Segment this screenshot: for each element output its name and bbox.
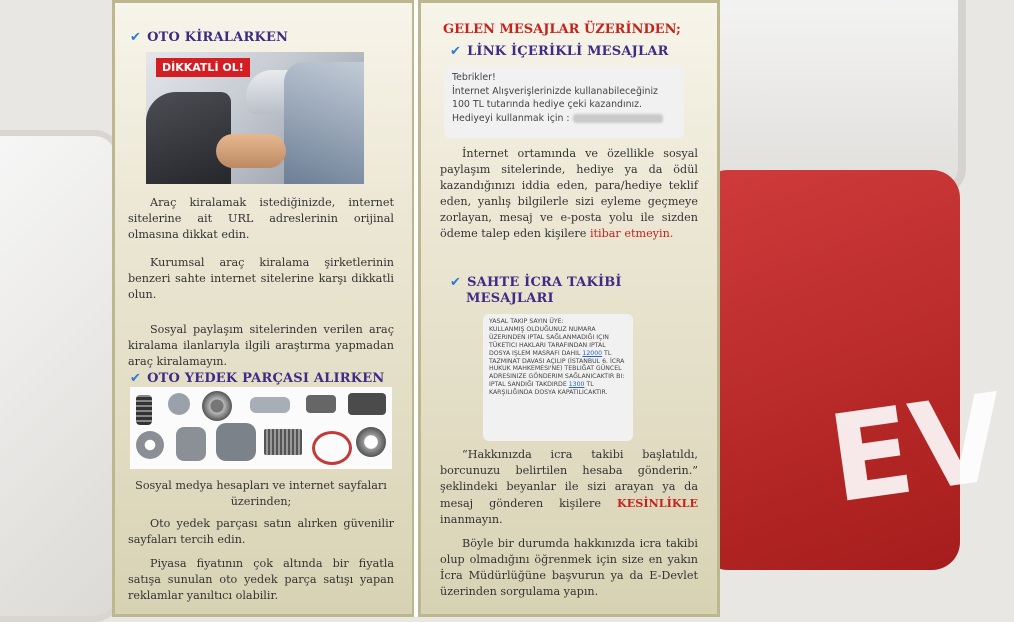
background-card-left — [0, 130, 122, 622]
incoming-messages-title: GELEN MESAJLAR ÜZERİNDEN; — [443, 22, 681, 37]
suit-left-shape — [146, 92, 231, 184]
heading-fake-enforcement: ✔ SAHTE İCRA TAKİBİ — [450, 275, 622, 290]
suit-right-shape — [284, 62, 364, 184]
car-paragraph-1: Araç kiralamak istediğinizde, internet sitelerine ait URL adreslerinin orijinal olmasına dikkat edin. — [128, 196, 394, 241]
sms-line-4: Hediyeyi kullanmak için : — [452, 112, 676, 126]
cables-part — [312, 431, 352, 465]
background-card-top-right — [690, 0, 966, 196]
sms2-header: YASAL TAKIP SAYIN ÜYE: — [489, 318, 564, 325]
handshake-photo — [146, 52, 364, 184]
brake-pads-part — [348, 393, 386, 415]
heading-spare-parts: ✔ OTO YEDEK PARÇASI ALIRKEN — [130, 371, 385, 386]
heading-link-messages: ✔ LİNK İÇERİKLİ MESAJLAR — [450, 44, 669, 59]
car-paragraph-3: Sosyal paylaşım sitelerinden verilen araç kiralama ilanlarıyla ilgili araştırma yapmadan araç kiralamayın. — [128, 323, 394, 368]
clutch-part — [356, 427, 386, 457]
pump-part — [250, 397, 290, 413]
sms-line-1: Tebrikler! — [452, 72, 496, 83]
enforcement-paragraph-2: Böyle bir durumda hakkınızda icra takibi olup olmadığını öğrenmek için size en yakın İcra Müdürlüğüne başvurun ya da E-Devlet üzerinden sorgulama yapın. — [440, 537, 698, 598]
sms-line-3: 100 TL tutarında hediye çeki kazandınız. — [452, 99, 643, 110]
sms2-body: KULLANMIŞ OLDUĞUNUZ NUMARA ÜZERINDEN IPTAL SAĞLANMADIĞI IÇIN TÜKETICI HAKLARI TARAFINDAN IPTAL DOSYA IŞLEM MASRAFI DAHIL 12000 TL TAZMINAT DAVASI AÇILIP (İSTANBUL 6. İCRA HUKUK MAHKEMESI'NE) TEBLIĞAT GÜNCEL ADRESINIZE GÖNDERIM SAĞLANICAKTIR BI: IPTAL SANDIĞI TAKDIRDE 1300 TL KARŞILIĞINDA DOSYA KAPATILICAKTIR. — [489, 325, 625, 397]
dikkatli-ol-badge: DİKKATLİ OL! — [156, 58, 250, 77]
bearing-part — [136, 431, 164, 459]
heading-fake-enforcement-line2: MESAJLARI — [466, 291, 554, 306]
check-icon: ✔ — [450, 275, 462, 290]
disc-part — [202, 391, 232, 421]
link-messages-paragraph: İnternet ortamında ve özellikle sosyal paylaşım sitelerinde, hediye ya da ödül kazandığınızı iddia eden, para/hediye teklif eden, yanlış bilgilerle sizi eyleme geçmeye zorlayan, mesaj ve e-posta yolu ile sizden ödeme talep eden kişilere itibar etmeyin. — [440, 147, 698, 240]
blurred-link — [573, 114, 663, 123]
check-icon: ✔ — [130, 30, 142, 45]
auto-parts-photo — [130, 387, 392, 469]
parts-paragraph-3: Piyasa fiyatının çok altında bir fiyatla satışa sunulan oto yedek parça satışı yapan reklamlar yanıltıcı olabilir. — [128, 557, 394, 602]
caliper-part — [176, 427, 206, 461]
car-paragraph-2: Kurumsal araç kiralama şirketlerinin benzeri sahte internet sitelerine karşı dikkatli olun. — [128, 256, 394, 301]
radiator-part — [264, 429, 302, 455]
background-ev-text: EV — [821, 368, 1014, 531]
handshake-shape — [216, 134, 286, 168]
enforcement-paragraph-1: “Hakkınızda icra takibi başlatıldı, borcunuzu belirtilen hesaba gönderin.” şeklindeki beyanlar ile sizi arayan ya da mesaj gönderen kişilere KESİNLİKLE inanmayın. — [440, 448, 698, 526]
parts-paragraph-1: Sosyal medya hesapları ve internet sayfaları üzerinden; — [135, 479, 387, 508]
gift-sms-screenshot — [444, 66, 684, 138]
pads-part — [306, 395, 336, 413]
check-icon: ✔ — [450, 44, 462, 59]
joint-part — [168, 393, 190, 415]
heading-car-rental: ✔ OTO KİRALARKEN — [130, 30, 289, 45]
sms-line-2: İnternet Alışverişlerinizde kullanabileceğiniz — [452, 85, 658, 97]
spring-part — [136, 395, 152, 425]
engine-part — [216, 423, 256, 461]
check-icon: ✔ — [130, 371, 142, 386]
parts-paragraph-2: Oto yedek parçası satın alırken güvenilir sayfaları tercih edin. — [128, 517, 394, 546]
enforcement-sms-screenshot — [483, 314, 633, 441]
